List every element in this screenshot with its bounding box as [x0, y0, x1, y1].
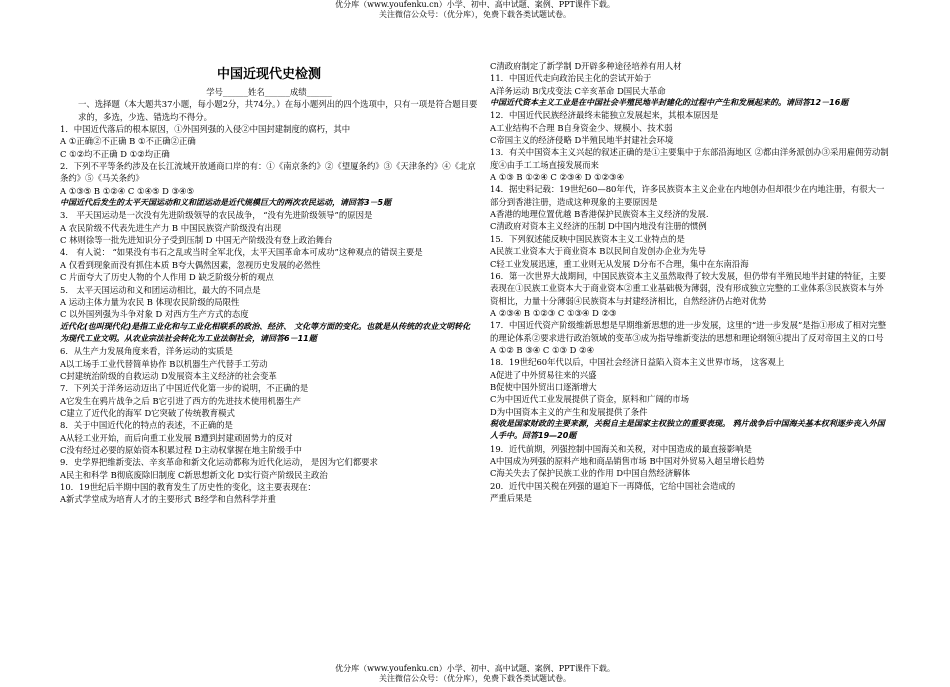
text-line: 5． 太平天国运动和义和团运动相比，最大的不同点是	[60, 284, 261, 295]
text-line: C 以外国列强为斗争对象 D 对西方生产方式的态度	[60, 309, 249, 320]
text-line: A洋务运动 B戊戌变法 C辛亥革命 D国民大革命	[490, 85, 666, 96]
text-line: C建立了近代化的海军 D它突破了传统教育模式	[60, 407, 235, 418]
text-line: A工业结构不合理 B自身资金少、规模小、技术弱	[490, 122, 673, 133]
bottom-banner	[0, 664, 950, 684]
text-line: 16．第一次世界大战期间，中国民族资本主义虽然取得了较大发展，但仍带有半殖民地半封建的特征，主要表现在①民族工业资本大于商业资本②重工业基础极为薄弱，没有形成独立完整的工业体系③民族资本与外资相比，力量十分薄弱④民族资本与封建经济相比，自然经济仍占绝对优势	[490, 270, 886, 306]
text-line: 7．下列关于洋务运动迈出了中国近代化第一步的说明，不正确的是	[60, 383, 309, 394]
text-line: 6．从生产力发展角度来看，洋务运动的实质是	[60, 346, 233, 357]
text-line: 18．19世纪60年代以后，中国社会经济日益陷入资本主义世界市场， 这客观上	[490, 357, 785, 368]
text-line: A新式学堂成为培育人才的主要形式 B经学和自然科学并重	[60, 494, 276, 505]
text-line: A促进了中外贸易往来的兴盛	[490, 369, 597, 380]
text-line: C清政府制定了新学制 D开辟多种途径培养有用人材	[490, 61, 682, 71]
text-line: A民主和科学 B彻底废除旧制度 C新思想新文化 D实行资产阶级民主政治	[60, 469, 328, 480]
text-line: 12．中国近代民族经济最终未能独立发展起来，其根本原因是	[490, 110, 719, 121]
text-line: B促使中国外贸出口逐渐增大	[490, 381, 597, 392]
banner-line-1-bottom: 优分库（www.youfenku.cn）小学、初中、高中试题、案例、PPT课件下载。	[335, 664, 615, 673]
right-column	[490, 60, 890, 504]
text-line: 近代化(也叫现代化)是指工业化和与工业化相联系的政治、经济、 文化等方面的变化。也就是从传统的农业文明转化为现代工业文明。从农业宗法社会转化为工业法制社会，请回答6－11题	[60, 321, 471, 343]
text-line: 14．据史料记载：19世纪60—80年代，许多民族资本主义企业在内地创办但却很少在内地注册，有很大一部分到香港注册，造成这种现象的主要原因是	[490, 184, 885, 207]
text-line: C帝国主义的经济侵略 D半殖民地半封建社会环境	[490, 135, 674, 146]
text-line: 3． 平天国运动是一次没有先进阶级领导的农民战争， “没有先进阶级领导”的原因是	[60, 210, 373, 221]
text-line: 19．近代前期，列强控制中国海关和关税，对中国造成的最直接影响是	[490, 443, 752, 454]
text-line: A ①③⑤ B ①②④ C ①④⑤ D ③④⑤	[60, 185, 195, 196]
text-line: 中国近代后发生的太平天国运动和义和团运动是近代规模巨大的两次农民运动，请回答3－5题	[60, 198, 392, 208]
text-line: A ②③④ B ①②③ C ①③④ D ②③	[490, 307, 617, 318]
text-line: C清政府对资本主义经济的压制 D中国内地没有注册的惯例	[490, 221, 707, 232]
left-column	[60, 60, 478, 506]
text-line: 15．下列叙述能反映中国民族资本主义工业特点的是	[490, 233, 685, 244]
right-question-list	[490, 60, 890, 504]
text-line: 严重后果是	[490, 493, 532, 504]
top-banner	[0, 0, 950, 20]
text-line: A 运动主体力量为农民 B 体现农民阶级的局限性	[60, 296, 240, 307]
text-line: 10．19世纪后半期中国的教育发生了历史性的变化，这主要表现在：	[60, 482, 316, 492]
left-question-list	[60, 98, 478, 505]
text-line: 2．下列不平等条约涉及在长江流域开放通商口岸的有：①《南京条约》②《望厦条约》③《天津条约》④《北京条约》⑤《马关条约》	[60, 161, 476, 184]
text-line: C为中国近代工业发展提供了资金，原料和广阔的市场	[490, 394, 690, 405]
text-line: 17．中国近代资产阶级维新思想是早期维新思想的进一步发展，这里的“进一步发展”是指①形成了相对完整的理论体系②要求进行政治领域的变革③成为指导维新变法的思想和理论纲领④提出了反对帝国主义的口号	[490, 320, 887, 343]
text-line: A ①③ B ①②④ C ②③④ D ①②③④	[490, 172, 625, 183]
text-line: 4． 有人说： “如果没有韦石之乱或当时全军北伐，太平天国革命本可成功”这种观点的错误主要是	[60, 247, 423, 258]
text-line: A中国成为列强的原料产地和商品销售市场 B中国对外贸易入超呈增长趋势	[490, 456, 765, 466]
text-line: A以工场手工业代替简单协作 B以机器生产代替手工劳动	[60, 358, 268, 369]
text-line: 1．中国近代落后的根本原因，①外国列强的入侵②中国封建制度的腐朽，其中	[60, 124, 351, 135]
text-line: D为中国资本主义的产生和发展提供了条件	[490, 406, 648, 417]
text-line: A ①正确②不正确 B ①不正确②正确	[60, 136, 196, 147]
text-line: 税收是国家财政的主要来源，关税自主是国家主权独立的重要表现。 鸦片战争后中国海关基本权利逐步丧入外国人手中。回答19—20题	[490, 418, 885, 441]
student-info-line: 学号______姓名______成绩______	[206, 87, 332, 97]
text-line: A民族工业资本大于商业资本 B以民间自发创办企业为先导	[490, 246, 706, 257]
text-line: 9．史学界把维新变法、辛亥革命和新文化运动都称为近代化运动， 是因为它们都要求	[60, 457, 378, 468]
text-line: A香港的地理位置优越 B香港保护民族资本主义经济的发展.	[490, 209, 709, 220]
banner-line-2: 关注微信公众号：（优分库），免费下载各类试题试卷。	[379, 10, 571, 19]
text-line: C轻工业发展迅速，重工业则无从发展 D分布不合理，集中在东南沿海	[490, 258, 749, 269]
text-line: A ①② B ③④ C ①③ D ②④	[490, 344, 595, 355]
text-line: A从轻工业开始，而后向重工业发展 B遭到封建顽固势力的反对	[60, 432, 293, 443]
text-line: C 林则徐等一批先进知识分子受到压制 D 中国无产阶级没有登上政治舞台	[60, 235, 333, 246]
text-line: 一、选择题（本大题共37小题，每小题2分，共74分。）在每小题列出的四个选项中，只有一项是符合题目要求的，多选，少选、错选均不得分。	[78, 99, 478, 122]
text-line: C 片面夸大了历史人物的个人作用 D 缺乏阶级分析的观点	[60, 272, 274, 283]
text-line: C没有经过必要的原始资本积累过程 D主动权掌握在地主阶级手中	[60, 444, 302, 455]
text-line: C海关失去了保护民族工业的作用 D中国自然经济解体	[490, 468, 691, 479]
text-line: 13．有关中国资本主义兴起的叙述正确的是①主要集中于东部沿海地区 ②都由洋务派创办③采用雇佣劳动制度④由手工工场直接发展而来	[490, 147, 889, 170]
banner-line-2-bottom: 关注微信公众号：（优分库），免费下载各类试题试卷。	[379, 674, 571, 683]
text-line: 8．关于中国近代化的特点的表述，不正确的是	[60, 420, 233, 431]
text-line: A 仅看到现象而没有抓住本质 B夸大偶然因素，忽视历史发展的必然性	[60, 259, 321, 270]
banner-line-1: 优分库（www.youfenku.cn）小学、初中、高中试题、案例、PPT课件下载。	[335, 0, 615, 9]
text-line: A它发生在鸦片战争之后 B它引进了西方的先进技术使用机器生产	[60, 395, 301, 406]
text-line: A 农民阶级不代表先进生产力 B 中国民族资产阶级没有出现	[60, 222, 282, 233]
text-line: C ①②均不正确 D ①②均正确	[60, 148, 170, 159]
text-line: 20．近代中国关税在列强的逼迫下一再降低，它给中国社会造成的	[490, 480, 736, 491]
text-line: 中国近代资本主义工业是在中国社会半殖民地半封建化的过程中产生和发展起来的。请回答12－16题	[490, 98, 849, 108]
text-line: 11．中国近代走向政治民主化的尝试开始于	[490, 73, 652, 84]
text-line: C封建统治阶级的自救运动 D发展资本主义经济的社会变革	[60, 370, 277, 381]
page-title: 中国近现代史检测	[216, 67, 321, 82]
